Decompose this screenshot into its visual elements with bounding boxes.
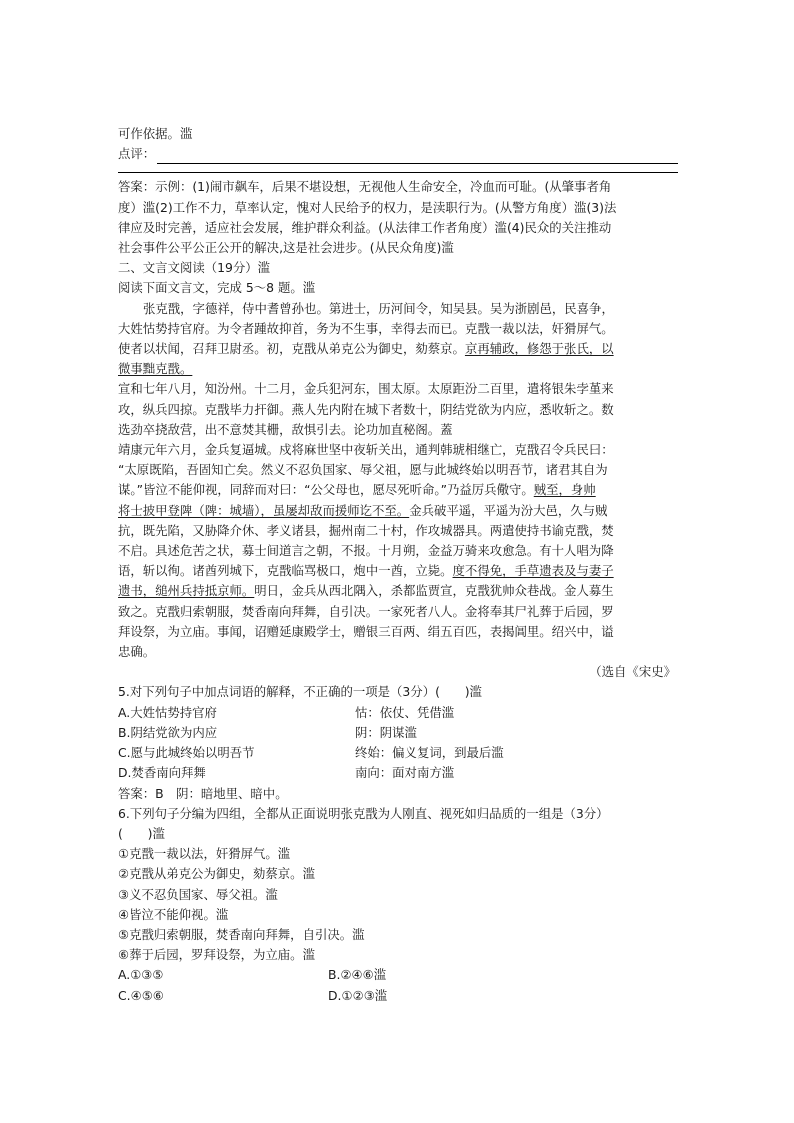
option-row [118, 723, 678, 743]
document-page [118, 124, 678, 1006]
top-line: 可作依据。滥 [118, 126, 193, 141]
option-sentence: A.大姓怙势持官府 [118, 704, 217, 720]
comment-blank-line [157, 149, 678, 164]
passage-line: 不启。具述危苦之状，募士间道言之朝，不报。十月朔，金益万骑来攻愈急。有十人唱为降 [118, 543, 614, 559]
passage-text: 金兵破平遥，平遥为汾大邑，久与贼 [409, 502, 608, 518]
choice-a: A.①③⑤ [118, 967, 164, 983]
passage-line [118, 480, 678, 500]
underlined-sentence: 京再辅政，修怨于张氏，以 [464, 341, 614, 357]
passage-line: 宣和七年八月，知汾州。十二月，金兵犯河东，围太原。太原距汾二百里，遣将银朱孛堇来 [118, 381, 614, 397]
question-6 [118, 804, 678, 1006]
underlined-sentence: 将士披甲登陴（陴：城墙），虽屡却敌而援师讫不至。 [118, 502, 410, 518]
list-item: ③义不忍负国家、辱父祖。滥 [118, 886, 278, 902]
choice-c: C.④⑤⑥ [118, 987, 164, 1003]
answer1-line: 答案：示例：(1)闹市飙车，后果不堪设想，无视他人生命安全，冷血而可耻。(从肇事者角 [118, 179, 612, 195]
option-row [118, 743, 678, 763]
comment-row [118, 144, 678, 164]
option-sentence: B.阴结党欲为内应 [118, 724, 218, 740]
passage-line: 致之。克戬归索朝服，焚香南向拜舞，自引决。一家死者八人。金将奉其尸礼葬于后园，罗 [118, 603, 614, 619]
passage-line: 张克戬，字德祥，侍中耆曾孙也。第进士，历河间令，知吴县。吴为浙剧邑，民喜争， [143, 300, 614, 316]
question-stem: 6.下列句子分编为四组，全都从正面说明张克戬为人刚直、视死如归品质的一组是（3分） [118, 805, 609, 821]
choice-b: B.②④⑥滥 [328, 967, 387, 983]
underlined-sentence: 贼至，身帅 [533, 482, 596, 498]
passage-line [118, 561, 678, 581]
answer1-line: 社会事件公平公正公开的解决,这是社会进步。(从民众角度)滥 [118, 240, 454, 256]
question-stem-cont: ( )滥 [118, 825, 165, 841]
list-item: ②克戬从弟克公为御史，劾蔡京。滥 [118, 866, 315, 882]
question-5 [118, 682, 678, 803]
list-item: ④皆泣不能仰视。滥 [118, 906, 229, 922]
passage-line: 选劲卒挠敌营，出不意焚其栅，敌惧引去。论功加直秘阁。蓋 [118, 421, 453, 437]
passage-line: 靖康元年六月，金兵复逼城。戍将麻世坚中夜斩关出，通判韩琥相继亡，克戬召令兵民曰： [118, 442, 614, 458]
option-sentence: C.愿与此城终始以明吾节 [118, 745, 255, 761]
underlined-sentence: 微事黜克戬。 [118, 361, 193, 377]
passage-text: 明日，金兵从西北隅入，杀都监贾宣，克戬犹帅众巷战。金人募生 [254, 583, 614, 599]
comment-label: 点评： [118, 146, 156, 162]
question-stem: 5.对下列句子中加点词语的解释，不正确的一项是（3分）( )滥 [118, 684, 482, 700]
option-row [118, 763, 678, 783]
answer-line: 答案：B 阴：暗地里、暗中。 [118, 785, 288, 801]
underlined-sentence: 遗书，缒州兵持抵京师。 [118, 583, 255, 599]
choice-row [118, 986, 678, 1006]
section-heading: 二、文言文阅读（19分）滥 [118, 260, 271, 276]
classical-passage [118, 299, 678, 683]
list-item: ⑤克戬归索朝服，焚香南向拜舞，自引决。滥 [118, 926, 365, 942]
option-gloss: 怙：依仗、凭借滥 [355, 704, 455, 720]
choice-d: D.①②③滥 [328, 987, 388, 1003]
passage-text: 使者以状闻，召拜卫尉丞。初，克戬从弟克公为御史，劾蔡京。 [118, 341, 465, 357]
option-row [118, 703, 678, 723]
option-gloss: 终始：偏义复词，到最后滥 [355, 745, 504, 761]
option-gloss: 南向：面对南方滥 [355, 765, 455, 781]
list-item: ①克戬一裁以法，奸猾屏气。滥 [118, 846, 291, 862]
list-item: ⑥葬于后园，罗拜设祭，为立庙。滥 [118, 947, 315, 963]
underlined-sentence: 度不得免，手草遗表及与妻子 [452, 563, 614, 579]
option-sentence: D.焚香南向拜舞 [118, 765, 206, 781]
answer1-line: 度）滥(2)工作不力，草率认定，愧对人民给予的权力，是渎职行为。(从警方角度）滥(3)法 [118, 199, 617, 215]
option-gloss: 阴：阴谋滥 [355, 724, 417, 740]
passage-line: “太原既陷，吾固知亡矣。然义不忍负国家、辱父祖，愿与此城终始以明吾节，诸君其自为 [118, 462, 608, 478]
passage-line [118, 359, 678, 379]
answer1-line: 律应及时完善，适应社会发展，维护群众利益。(从法律工作者角度）滥(4)民众的关注推动 [118, 219, 612, 235]
section-instruction: 阅读下面文言文，完成 5～8 题。滥 [118, 280, 316, 296]
passage-line [118, 339, 678, 359]
passage-line: 忠确。 [118, 644, 156, 660]
passage-line: 拜设祭，为立庙。事闻，诏赠延康殿学士，赠银三百两、绢五百匹，表揭阊里。绍兴中，谥 [118, 623, 614, 639]
passage-line: 攻，纵兵四掠。克戬毕力扞御。燕人先内附在城下者数十，阴结党欲为内应，悉收斩之。数 [118, 401, 614, 417]
passage-line: 抗，既先陷，又胁降介休、孝义诸县，掘州南二十村，作攻城器具。两遣使持书谕克戬，焚 [118, 522, 614, 538]
passage-text: 语，斩以徇。诸酋列城下，克戬临骂极口，炮中一酋，立毙。 [118, 563, 453, 579]
passage-line: 大姓怙势持官府。为令者踵故抑首，务为不生事，幸得去而已。克戬一裁以法，奸猾屏气。 [118, 320, 614, 336]
passage-text: 谋。”皆泣不能仰视，同辞而对曰：“公父母也，愿尽死听命。”乃益厉兵儆守。 [118, 482, 534, 498]
passage-line [118, 581, 678, 601]
passage-source: （选自《宋史》 [589, 664, 676, 680]
choice-row [118, 965, 678, 985]
passage-line [118, 501, 678, 521]
answer-block-1 [118, 177, 678, 258]
